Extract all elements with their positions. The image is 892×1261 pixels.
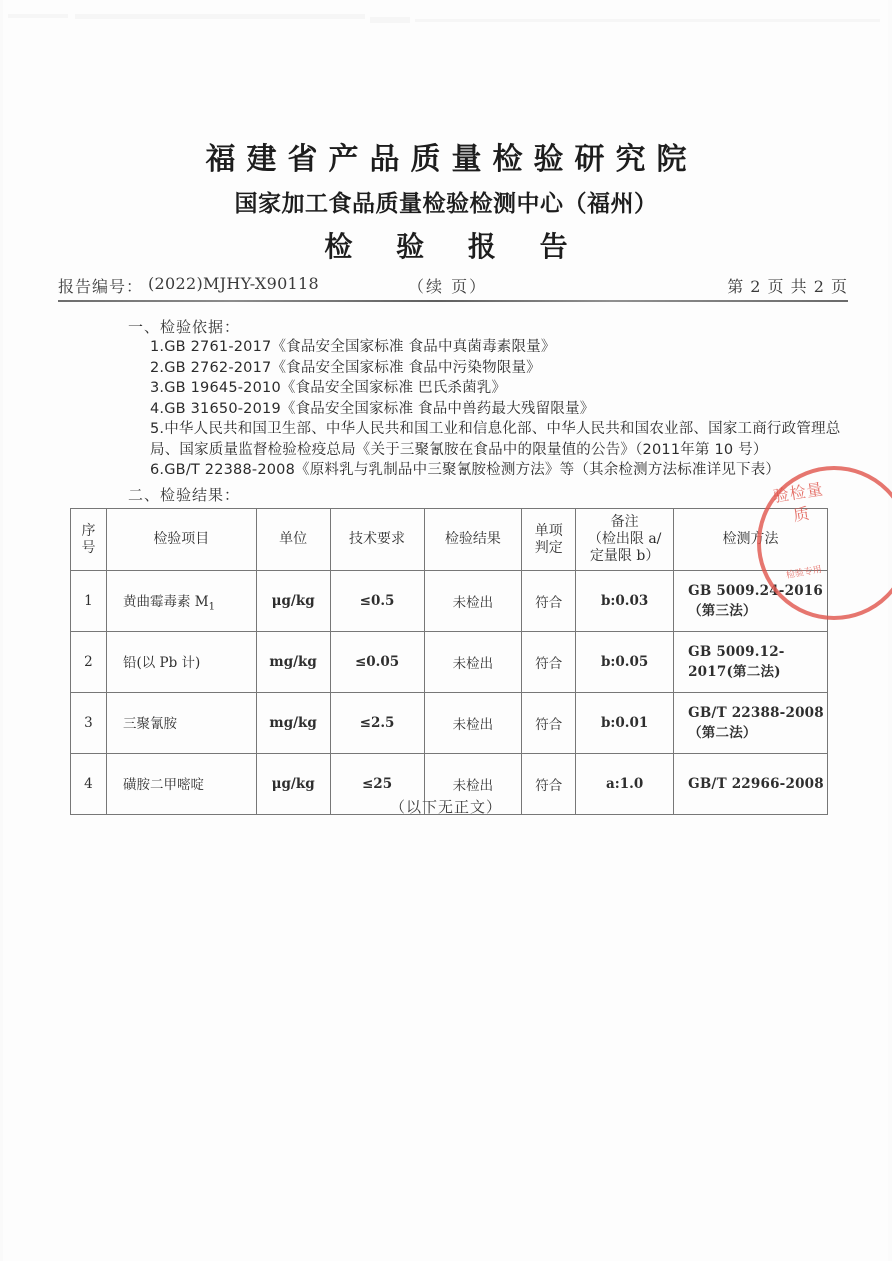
official-seal-subtext: 检验专用 [785,564,823,582]
cell-unit: μg/kg [256,754,330,815]
cell-unit: mg/kg [256,632,330,693]
basis-item: 4.GB 31650-2019《食品安全国家标准 食品中兽药最大残留限量》 [150,400,595,417]
table-row [71,571,828,632]
cell-result: 未检出 [424,693,522,754]
scan-artifact [8,14,68,18]
column-header-note [576,509,674,571]
cell-item-name: 磺胺二甲嘧啶 [122,776,204,793]
column-header-item: 检验项目 [106,509,256,571]
column-header-spec: 技术要求 [330,509,424,571]
cell-result: 未检出 [424,571,522,632]
cell-method: GB 5009.12-2017(第二法) [674,632,828,693]
cell-item [106,632,256,693]
cell-unit: μg/kg [256,571,330,632]
no-further-text-note: （以下无正文） [389,798,502,816]
document-title: 检 验 报 告 [324,230,585,263]
scan-artifact [415,19,880,22]
cell-item-name: 黄曲霉毒素 M [122,593,209,610]
official-seal-text: 验检量质 [771,479,825,526]
cell-item-name: 三聚氰胺 [122,715,177,732]
cell-no: 4 [71,754,107,815]
basis-item: 6.GB/T 22388-2008《原料乳与乳制品中三聚氰胺检测方法》等（其余检测方法标准详见下表） [150,462,781,478]
cell-verdict: 符合 [522,754,576,815]
basis-item: 1.GB 2761-2017《食品安全国家标准 食品中真菌毒素限量》 [150,339,556,355]
report-number-value: (2022)MJHY-X90118 [148,274,319,293]
page-indicator: 第 2 页 共 2 页 [727,277,848,296]
cell-note: b:0.03 [576,571,674,632]
column-header-no [71,509,107,571]
table-row [71,693,828,754]
basis-item: 5.中华人民共和国卫生部、中华人民共和国工业和信息化部、中华人民共和国农业部、国家工商行政管理总局、国家质量监督检验检疫总局《关于三聚氰胺在食品中的限量值的公告》（2011年第 10 号） [150,421,841,458]
basis-heading: 一、检验依据： [128,318,241,336]
scan-artifact [370,17,410,23]
cell-verdict: 符合 [522,632,576,693]
cell-spec: ≤0.5 [330,571,424,632]
basis-item: 3.GB 19645-2010《食品安全国家标准 巴氏杀菌乳》 [150,380,507,396]
column-header-note-line1: 备注 [610,514,639,530]
basis-list [150,337,850,481]
cell-note: a:1.0 [576,754,674,815]
results-table-wrapper [70,508,828,815]
results-heading: 二、检验结果： [128,486,241,504]
column-header-result: 检验结果 [424,509,522,571]
cell-item-name: 铅(以 Pb 计) [122,654,201,671]
cell-spec: ≤0.05 [330,632,424,693]
cell-no: 1 [71,571,107,632]
table-row [71,632,828,693]
cell-no: 2 [71,632,107,693]
column-header-verdict-line2: 判定 [534,539,563,556]
column-header-unit: 单位 [256,509,330,571]
results-table-body [71,571,828,815]
cell-method: GB 5009.24-2016（第三法） [674,571,828,632]
cell-verdict: 符合 [522,693,576,754]
column-header-note-line3: 定量限 b） [589,548,660,564]
cell-note: b:0.01 [576,693,674,754]
table-header-row [71,509,828,571]
results-table [70,508,828,815]
cell-item [106,571,256,632]
cell-result: 未检出 [424,754,522,815]
scan-artifact [75,14,365,19]
cell-no: 3 [71,693,107,754]
basis-item: 2.GB 2762-2017《食品安全国家标准 食品中污染物限量》 [150,359,541,376]
report-number-label: 报告编号： [58,277,144,296]
column-header-verdict-line1: 单项 [534,522,563,539]
cell-item [106,693,256,754]
column-header-no-line1: 序 [81,522,96,539]
cell-item-subscript: 1 [208,601,215,613]
cell-unit: mg/kg [256,693,330,754]
cell-result: 未检出 [424,632,522,693]
column-header-method: 检测方法 [674,509,828,571]
header-divider [58,300,848,302]
institute-title: 福建省产品质量检验研究院 [205,142,698,177]
column-header-no-line2: 号 [81,539,96,556]
cell-note: b:0.05 [576,632,674,693]
column-header-verdict [522,509,576,571]
cell-verdict: 符合 [522,571,576,632]
continuation-marker: （续 页） [408,277,488,296]
center-title: 国家加工食品质量检验检测中心（福州） [234,190,658,217]
cell-method: GB/T 22388-2008（第二法） [674,693,828,754]
report-meta-row [58,274,848,298]
cell-spec: ≤25 [330,754,424,815]
cell-spec: ≤2.5 [330,693,424,754]
column-header-note-line2: （检出限 a/ [587,531,662,547]
cell-method: GB/T 22966-2008 [674,754,828,815]
